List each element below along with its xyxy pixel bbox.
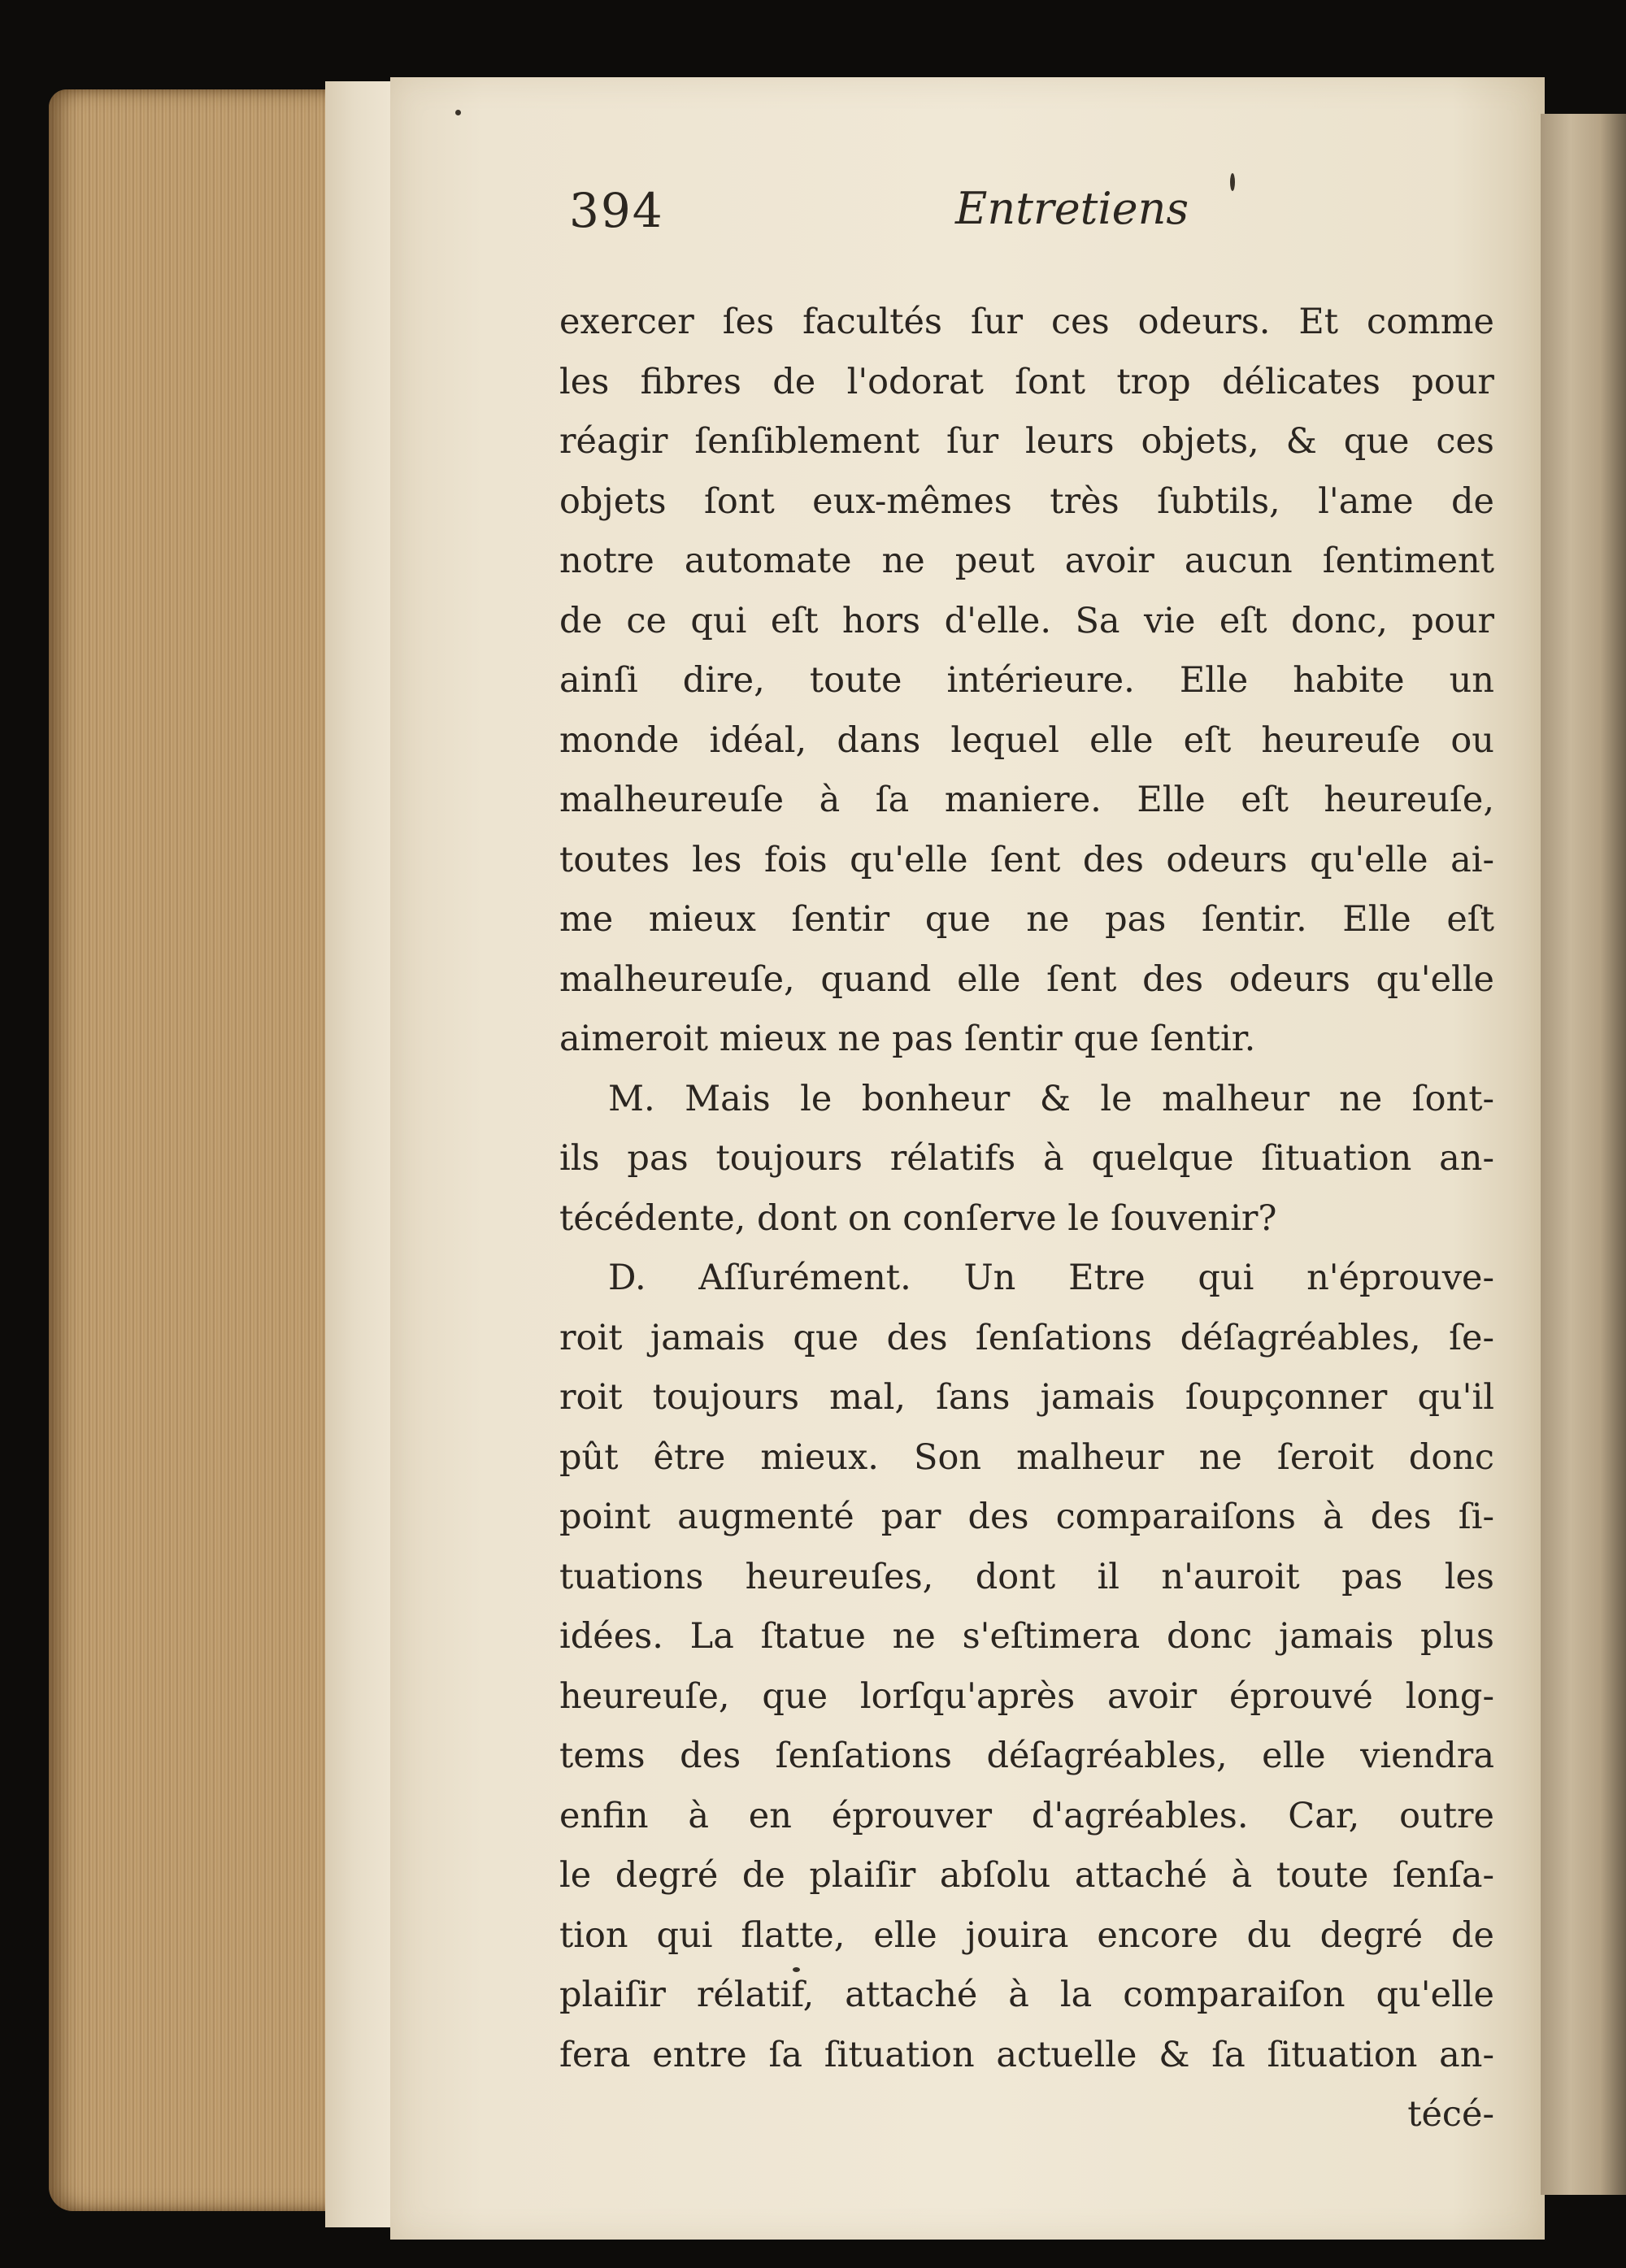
text-line: pût être mieux. Son malheur ne ſeroit donc	[559, 1436, 1494, 1478]
text-line: objets ſont eux-mêmes très ſubtils, l'ame de	[559, 480, 1494, 522]
text-line: enfin à en éprouver d'agréables. Car, outre	[559, 1795, 1494, 1836]
text-line: heureuſe, que lorſqu'après avoir éprouvé long-	[559, 1675, 1494, 1717]
text-line: técédente, dont on conſerve le ſouvenir?	[559, 1197, 1277, 1239]
text-line: roit toujours mal, ſans jamais ſoupçonner qu'il	[559, 1377, 1494, 1418]
text-line: plaiſir rélatif, attaché à la comparaiſon qu'elle	[559, 1975, 1494, 2015]
text-line: réagir ſenſiblement ſur leurs objets, & que ces	[559, 421, 1494, 462]
text-line: malheureuſe à ſa maniere. Elle eſt heureuſe,	[559, 780, 1494, 820]
text-line: D. Aſſurément. Un Etre qui n'éprouve-	[608, 1258, 1494, 1298]
text-line: tion qui flatte, elle jouira encore du degré de	[559, 1914, 1494, 1956]
text-line: point augmenté par des comparaiſons à des ſi-	[559, 1497, 1494, 1537]
text-line: idées. La ſtatue ne s'eſtimera donc jamais plus	[559, 1616, 1494, 1657]
running-head-title: Entretiens	[955, 183, 1189, 234]
body-text	[559, 293, 1494, 2145]
text-line: ainſi dire, toute intérieure. Elle habite un	[559, 660, 1494, 701]
text-line: toutes les fois qu'elle ſent des odeurs qu'elle ai-	[559, 839, 1494, 880]
page-number: 394	[569, 183, 664, 238]
text-line: aimeroit mieux ne pas ſentir que ſentir.	[559, 1019, 1256, 1059]
facing-page-edge	[1541, 114, 1626, 2195]
text-line: monde idéal, dans lequel elle eſt heureuſe ou	[559, 719, 1494, 761]
text-line: roit jamais que des ſenſations déſagréables, ſe-	[559, 1317, 1494, 1358]
catchword: técé-	[1407, 2094, 1494, 2135]
text-line: tems des ſenſations déſagréables, elle viendra	[559, 1736, 1494, 1776]
running-head	[569, 183, 1220, 256]
text-line: de ce qui eſt hors d'elle. Sa vie eſt donc, pour	[559, 600, 1494, 641]
text-line: ils pas toujours rélatifs à quelque ſituation an-	[559, 1138, 1494, 1179]
page-gutter	[325, 81, 398, 2227]
text-line: M. Mais le bonheur & le malheur ne ſont-	[608, 1078, 1494, 1119]
text-line: exercer ſes facultés ſur ces odeurs. Et comme	[559, 302, 1494, 342]
ink-speck	[793, 1967, 800, 1972]
ink-speck	[455, 110, 461, 115]
text-line: les fibres de l'odorat ſont trop délicates pour	[559, 361, 1494, 402]
text-line: fera entre ſa ſituation actuelle & ſa ſituation an-	[559, 2034, 1494, 2075]
text-line: le degré de plaiſir abſolu attaché à toute ſenſa-	[559, 1855, 1494, 1896]
ink-speck	[1230, 173, 1235, 191]
page-edges-stack	[49, 89, 358, 2211]
text-line: malheureuſe, quand elle ſent des odeurs qu'elle	[559, 958, 1494, 1000]
text-line: me mieux ſentir que ne pas ſentir. Elle eſt	[559, 899, 1494, 940]
text-line: notre automate ne peut avoir aucun ſentiment	[559, 541, 1494, 581]
text-line: tuations heureuſes, dont il n'auroit pas les	[559, 1556, 1494, 1597]
